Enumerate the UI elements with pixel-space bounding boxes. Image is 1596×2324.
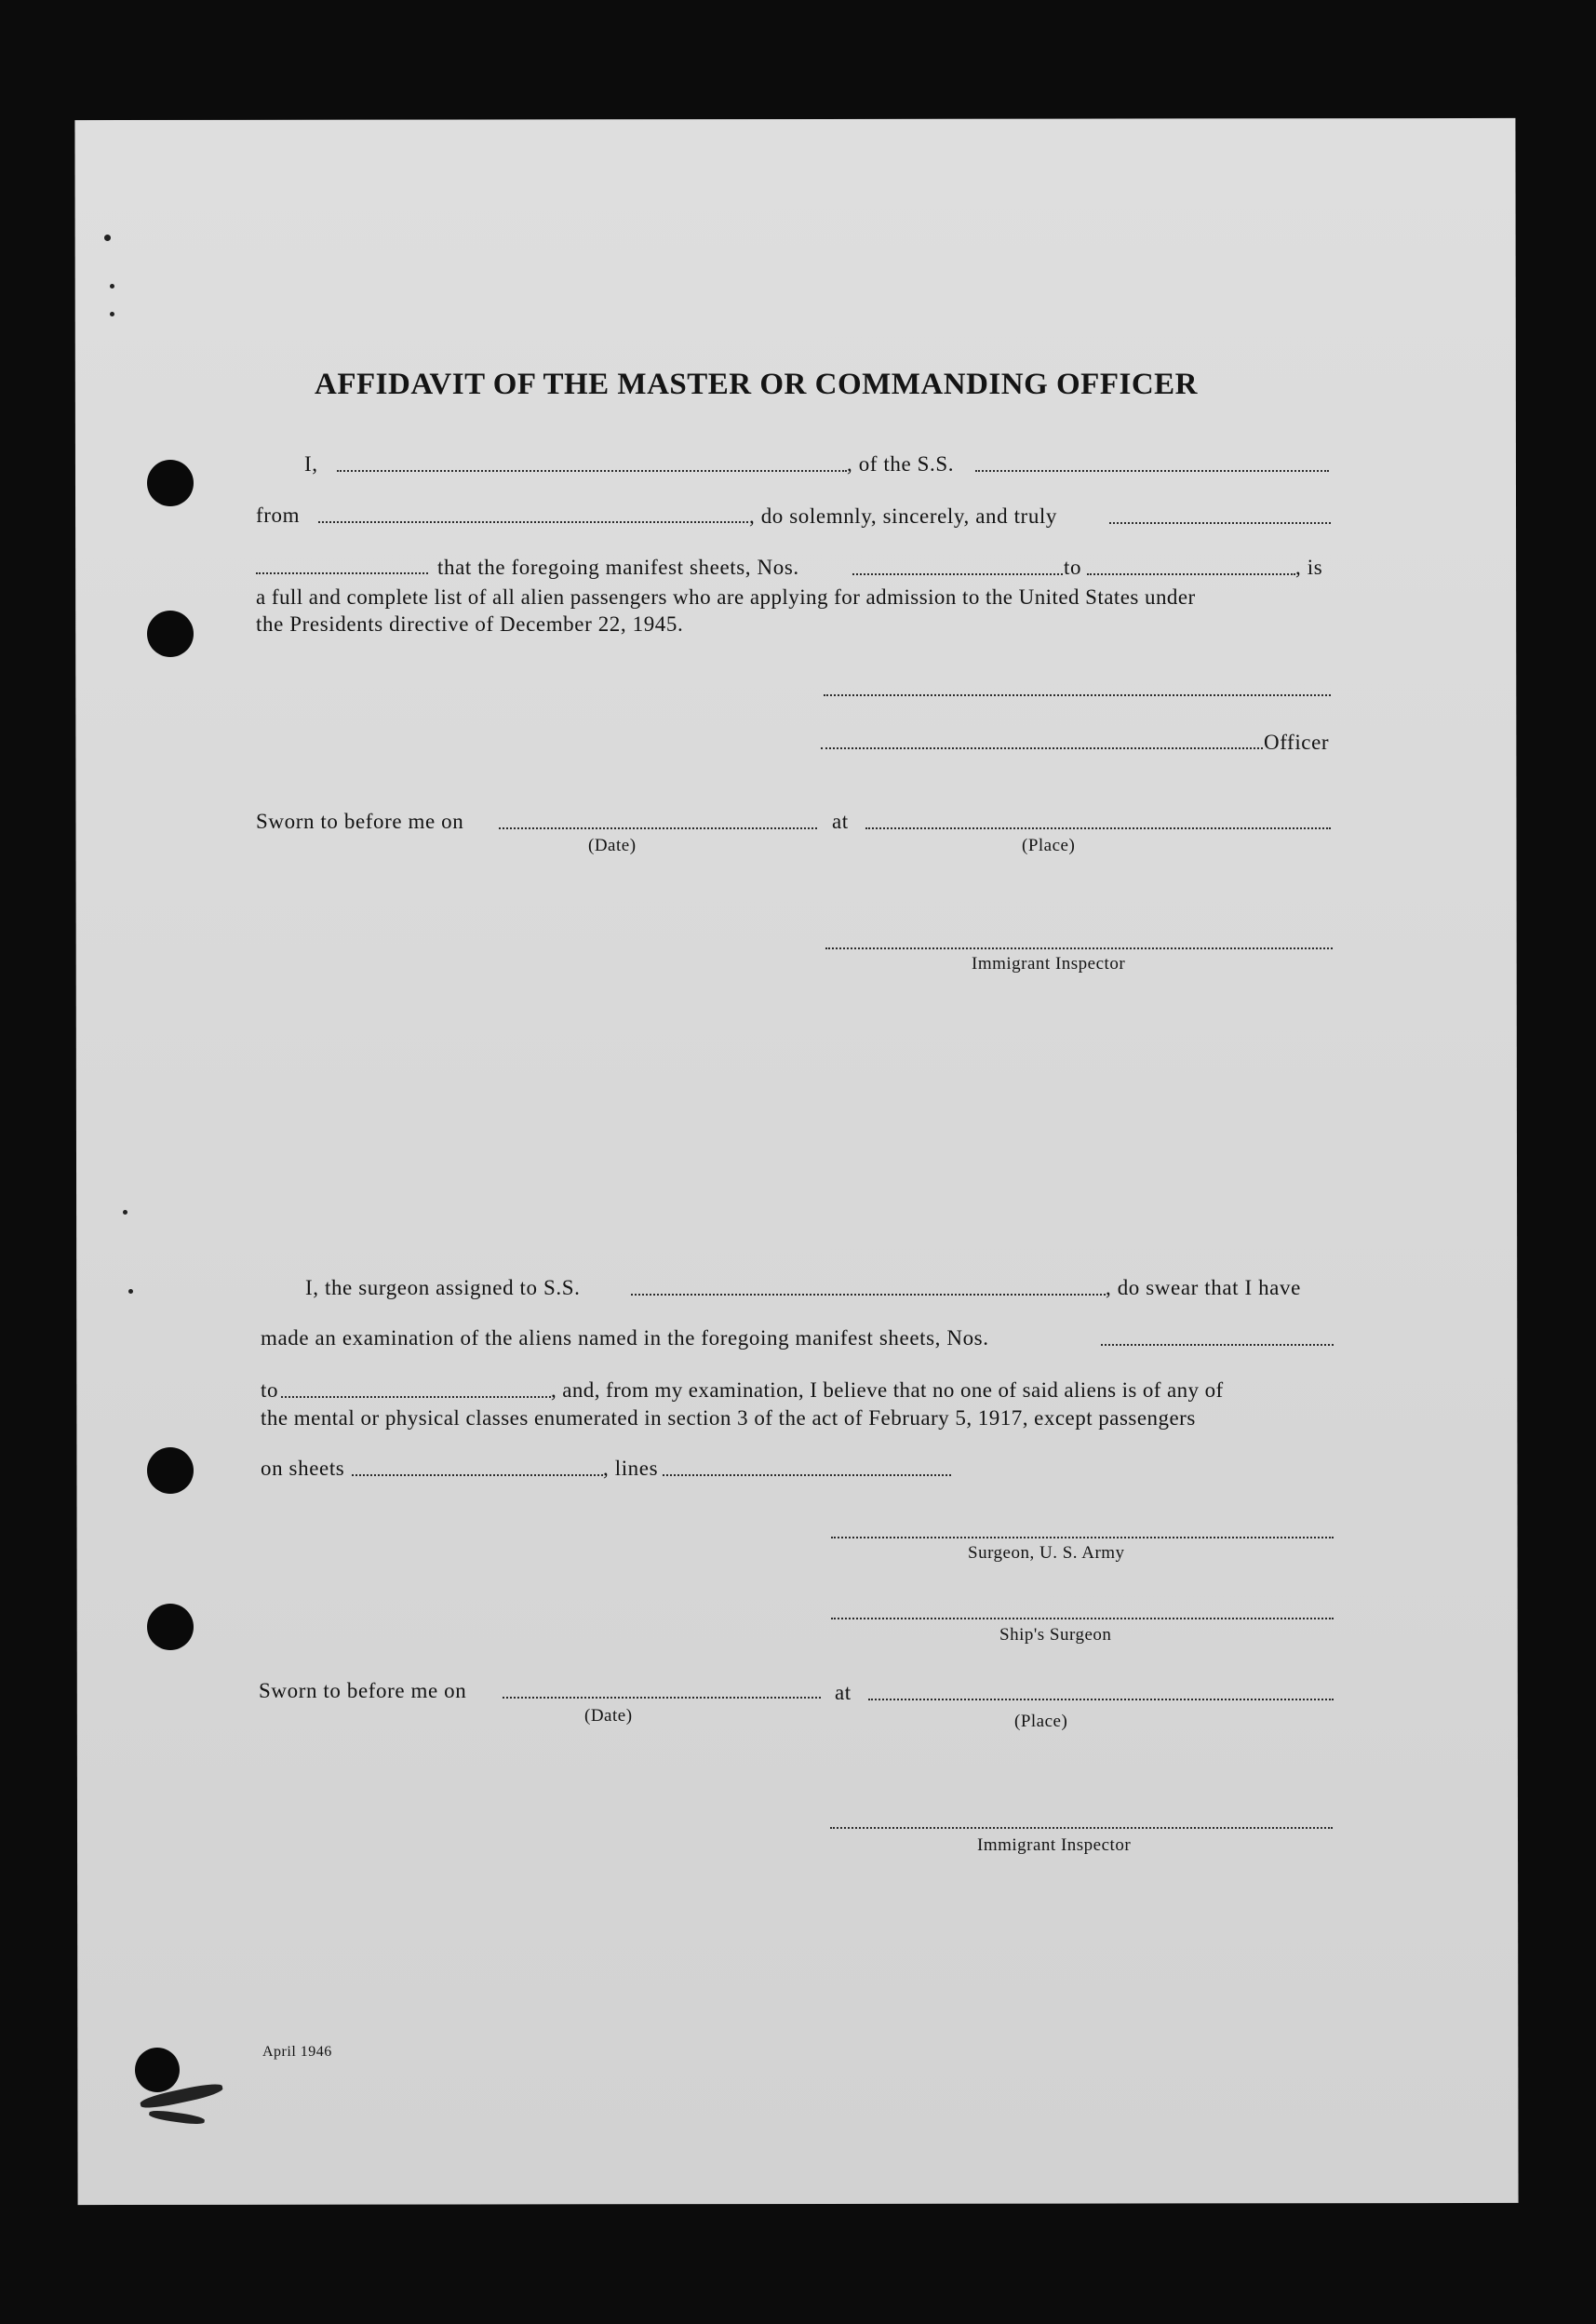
sworn-date-field-1[interactable] xyxy=(499,827,817,829)
army-surgeon-caption: Surgeon, U. S. Army xyxy=(968,1543,1125,1563)
punch-hole xyxy=(147,611,194,657)
master-name-field[interactable] xyxy=(337,470,847,472)
sworn-label-2: Sworn to before me on xyxy=(259,1679,467,1702)
speck xyxy=(128,1289,133,1294)
master-to-label: to xyxy=(1064,556,1082,579)
surgeon-lines-label: , lines xyxy=(603,1457,659,1480)
surgeon-on-sheets-label: on sheets xyxy=(261,1457,345,1480)
form-title: AFFIDAVIT OF THE MASTER OR COMMANDING OFFICER xyxy=(315,368,1198,401)
master-is-label: , is xyxy=(1295,556,1323,579)
except-sheets-field[interactable] xyxy=(352,1474,603,1476)
sworn-label-1: Sworn to before me on xyxy=(256,810,464,833)
ship-name-field[interactable] xyxy=(975,470,1329,472)
surgeon-line-1-end: , do swear that I have xyxy=(1106,1276,1301,1299)
surgeon-sheets-to-field[interactable] xyxy=(281,1396,551,1398)
date-caption-1: (Date) xyxy=(588,836,637,855)
speck xyxy=(110,312,114,316)
punch-hole xyxy=(147,1604,194,1650)
oath-field[interactable] xyxy=(256,572,428,574)
master-line-2: a full and complete list of all alien passengers who are applying for admission to the United States under xyxy=(256,585,1196,609)
speck xyxy=(123,1210,127,1215)
punch-hole xyxy=(147,460,194,506)
truly-field[interactable] xyxy=(1109,522,1331,524)
master-i-label: I, xyxy=(304,452,318,476)
date-caption-2: (Date) xyxy=(584,1706,633,1726)
officer-title-field[interactable] xyxy=(821,747,1263,749)
master-foregoing-label: that the foregoing manifest sheets, Nos. xyxy=(437,556,799,579)
surgeon-line-1-start: I, the surgeon assigned to S.S. xyxy=(305,1276,581,1299)
form-sheet xyxy=(74,118,1518,2205)
officer-label: Officer xyxy=(1264,731,1330,754)
punch-hole xyxy=(147,1447,194,1494)
place-caption-2: (Place) xyxy=(1014,1712,1068,1731)
ship-surgeon-signature-field[interactable] xyxy=(831,1618,1334,1619)
surgeon-line-4: the mental or physical classes enumerated in section 3 of the act of February 5, 1917, except passengers xyxy=(261,1406,1196,1430)
surgeon-sheets-from-field[interactable] xyxy=(1101,1344,1334,1346)
except-lines-field[interactable] xyxy=(663,1474,951,1476)
master-line-3: the Presidents directive of December 22, 1945. xyxy=(256,612,684,636)
punch-hole xyxy=(135,2048,180,2092)
master-from-label: from xyxy=(256,504,301,527)
from-port-field[interactable] xyxy=(318,521,748,523)
surgeon-line-3-end: , and, from my examination, I believe that no one of said aliens is of any of xyxy=(551,1378,1224,1402)
inspector-caption-1: Immigrant Inspector xyxy=(972,954,1126,974)
ship-surgeon-caption: Ship's Surgeon xyxy=(999,1625,1112,1645)
sheets-from-field[interactable] xyxy=(852,573,1063,575)
master-of-ss-label: , of the S.S. xyxy=(847,452,955,476)
surgeon-line-2: made an examination of the aliens named in the foregoing manifest sheets, Nos. xyxy=(261,1326,989,1350)
form-date-footer: April 1946 xyxy=(262,2044,332,2060)
surgeon-ship-field[interactable] xyxy=(631,1294,1106,1296)
inspector-signature-field-2[interactable] xyxy=(830,1827,1333,1829)
surgeon-to-label: to xyxy=(261,1378,279,1402)
place-caption-1: (Place) xyxy=(1022,836,1076,855)
speck xyxy=(104,235,111,241)
sworn-date-field-2[interactable] xyxy=(503,1697,821,1699)
inspector-caption-2: Immigrant Inspector xyxy=(977,1835,1132,1855)
master-signature-field[interactable] xyxy=(824,694,1331,696)
sworn-place-field-2[interactable] xyxy=(868,1699,1334,1700)
master-solemnly-label: , do solemnly, sincerely, and truly xyxy=(749,504,1058,528)
sworn-place-field-1[interactable] xyxy=(865,827,1331,829)
inspector-signature-field-1[interactable] xyxy=(825,947,1333,949)
sworn-at-label-1: at xyxy=(832,810,849,833)
army-surgeon-signature-field[interactable] xyxy=(831,1537,1334,1538)
speck xyxy=(110,284,114,289)
sworn-at-label-2: at xyxy=(835,1681,852,1704)
sheets-to-field[interactable] xyxy=(1087,573,1295,575)
